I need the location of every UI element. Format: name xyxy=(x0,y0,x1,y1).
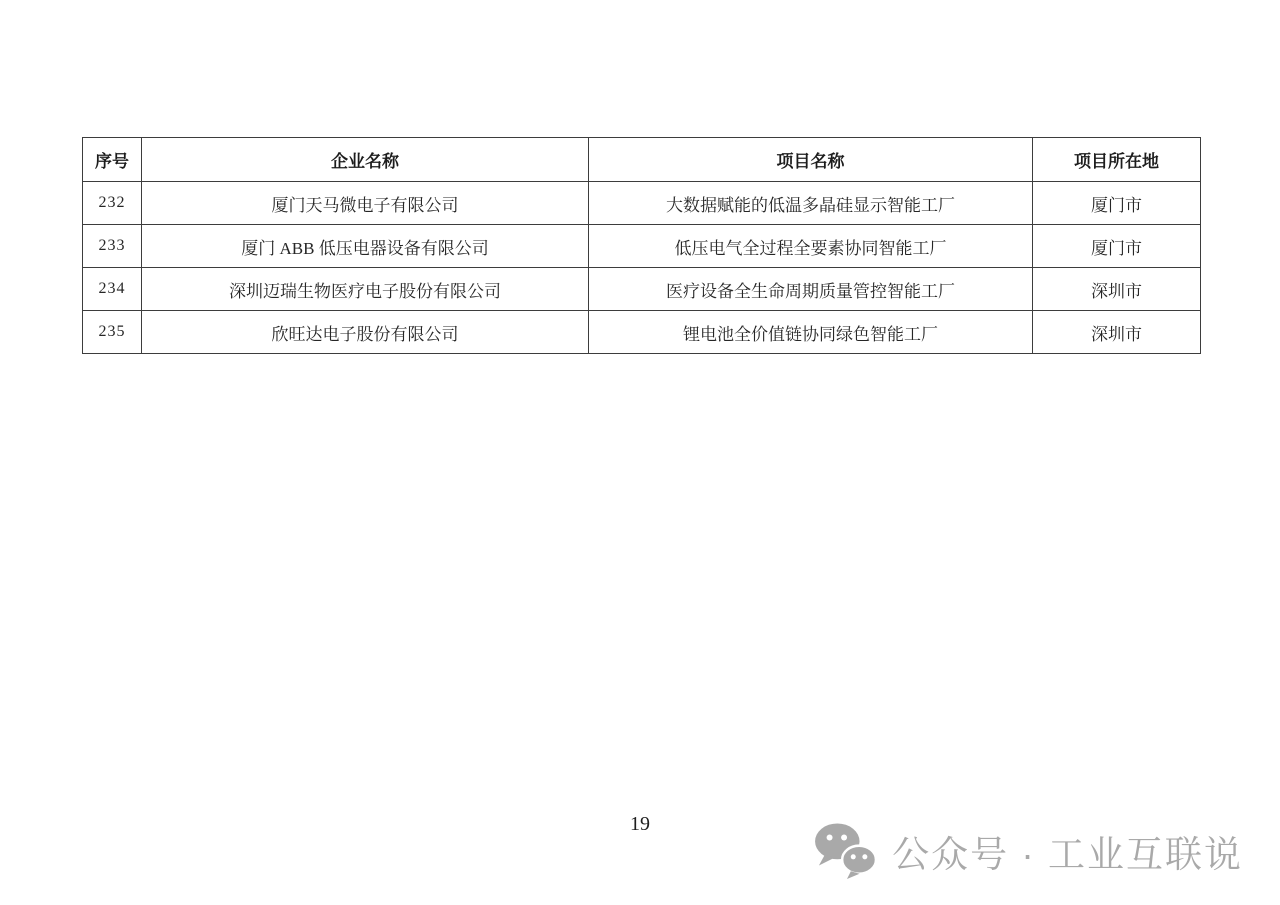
cell-project: 低压电气全过程全要素协同智能工厂 xyxy=(589,225,1033,268)
cell-location: 深圳市 xyxy=(1033,268,1201,311)
cell-location: 厦门市 xyxy=(1033,225,1201,268)
cell-no: 234 xyxy=(83,268,142,311)
table-header-row xyxy=(83,138,1201,182)
page-number: 19 xyxy=(630,813,650,835)
header-cell-no: 序号 xyxy=(83,138,142,182)
cell-no: 233 xyxy=(83,225,142,268)
cell-location: 厦门市 xyxy=(1033,182,1201,225)
table-row xyxy=(83,182,1201,225)
header-cell-company: 企业名称 xyxy=(142,138,589,182)
cell-no: 232 xyxy=(83,182,142,225)
header-cell-project: 项目名称 xyxy=(589,138,1033,182)
table-row xyxy=(83,268,1201,311)
table-row xyxy=(83,225,1201,268)
wechat-icon xyxy=(814,822,878,880)
header-cell-location: 项目所在地 xyxy=(1033,138,1201,182)
watermark xyxy=(814,822,1243,880)
table-row xyxy=(83,311,1201,354)
cell-no: 235 xyxy=(83,311,142,354)
cell-project: 锂电池全价值链协同绿色智能工厂 xyxy=(589,311,1033,354)
cell-project: 大数据赋能的低温多晶硅显示智能工厂 xyxy=(589,182,1033,225)
watermark-text: 公众号 · 工业互联说 xyxy=(892,834,1243,875)
cell-company: 厦门 ABB 低压电器设备有限公司 xyxy=(142,225,589,268)
cell-company: 深圳迈瑞生物医疗电子股份有限公司 xyxy=(142,268,589,311)
cell-company: 欣旺达电子股份有限公司 xyxy=(142,311,589,354)
cell-location: 深圳市 xyxy=(1033,311,1201,354)
cell-project: 医疗设备全生命周期质量管控智能工厂 xyxy=(589,268,1033,311)
projects-table xyxy=(82,137,1200,354)
cell-company: 厦门天马微电子有限公司 xyxy=(142,182,589,225)
